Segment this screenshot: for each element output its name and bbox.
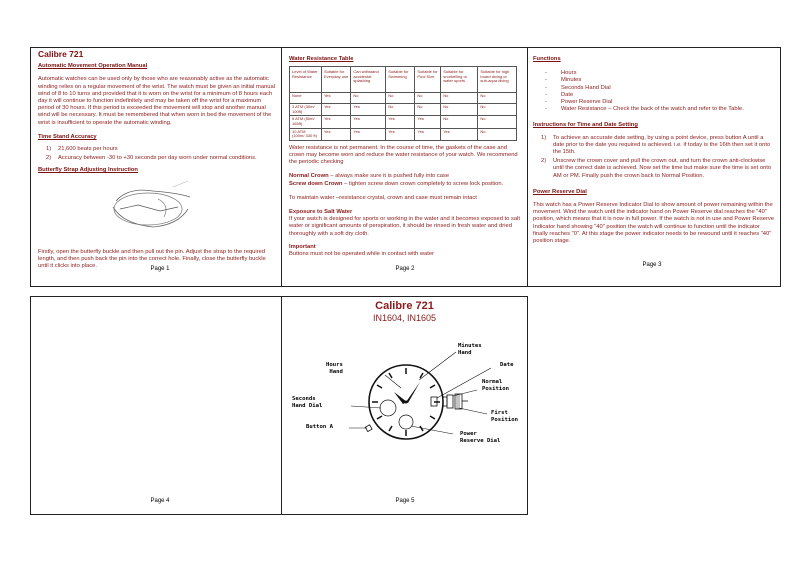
table-row: None Yes No No No No No: [290, 93, 517, 104]
list-item: - Seconds Hand Dial: [533, 85, 775, 92]
button-a-label: Button A: [306, 424, 333, 430]
page-1-number: Page 1: [150, 266, 170, 272]
minutes-hand-label: Minutes Hand: [458, 343, 482, 356]
table-row: 10 ATM (100m/ 330 ft) Yes Yes Yes Yes Yes No: [290, 128, 517, 140]
list-item: 2) Unscrew the crown cover and pull the crown out, and turn the crown anti-clockwise until the correct date is achieved. Now set the time but make sure the time is set onto AM or PM. Finally push the crown back to Normal Position.: [541, 158, 772, 179]
list-item: - Hours: [533, 70, 775, 77]
salt-section: Exposure to Salt Water If your watch is designed for sports or working in the water and it becomes exposed to salt water or significant amounts of perspiration, it should be rinsed in fresh water and dried thoroughly with a soft dry cloth.: [289, 208, 521, 237]
page-2: [289, 56, 521, 258]
first-position-label: First Position: [491, 410, 518, 423]
power-text: This watch has a Power Reserve Indicator Dial to show amount of power remaining within the movement. Wind the watch until the indicator hand on Power Reserve dial reaches the "40" position, which means that it is now in full power. If the watch is not in use and Power Reserve Indicator hand showing "40" position the watch will continue to function until the indicator finally reaches "0". At this stage the power indicator needs to be rewound until it reaches "40" position stage.: [533, 202, 775, 245]
accuracy-item: 1) 21,600 beats per hours: [46, 146, 118, 153]
manual-text: Automatic watches can be used only by those who are reasonably active as the automatic winding relies on a regular movement of the wrist. The watch must be given an initial manual wind of 8 to 10 turns and provided that it is worn on the wrist for a minimum of 8 hours each day it will continue to function indefinitely and may be taken off the wrist for a maximum period of 30 hours. If this period is exceeded the movement will stop and another manual wind will be necessary. It must be remembered that when worn in bed the movement of the wrist is insufficient to operate the automatic winding.: [38, 76, 276, 126]
list-item: - Water Resistance – Check the back of the watch and refer to the Table.: [533, 106, 775, 113]
water-resistance-table: Level of Water Resistance Suitable for Everyday use Can withstand accidental splashing Suitable for Swimming Suitable for Pool Size Suitable for snorkelling or water sports Suitable for high board diving or sub-aqua diving None Yes No No No No No 3 ATM (30m/ 100ft) Yes Yes No No No No 5 ATM (50m/ 165ft) Yes Yes Yes Yes No No 10 ATM (100m/ 330 ft) Yes Yes Yes Yes Yes No: [289, 66, 517, 141]
page-4-number: Page 4: [150, 498, 170, 504]
seconds-dial-label: Seconds Hand Dial: [292, 396, 323, 409]
instructions-list: [533, 135, 775, 180]
table-row: 5 ATM (50m/ 165ft) Yes Yes Yes Yes No No: [290, 116, 517, 128]
hours-hand-label: Hours Hand: [326, 362, 343, 375]
page-3-number: Page 3: [642, 262, 662, 268]
list-item: - Date: [533, 92, 775, 99]
page-3: [533, 56, 775, 245]
instructions-heading: Instructions for Time and Date Setting: [533, 122, 638, 129]
water-para-1: Water resistance is not permanent. In the course of time, the gaskets of the case and crown may become worn and reduce the water resistance of your watch. We recommend the periodic checking: [289, 144, 518, 166]
strap-text: Firstly, open the butterfly buckle and then pull out the pin. Adjust the strap to the required length, and then push back the pin into the correct hole. Finally, close the butterfly buckle until it clicks into place.: [38, 248, 266, 270]
accuracy-heading: Time Stand Accuracy: [38, 133, 97, 140]
diagram-models: IN1604, IN1605: [372, 313, 437, 323]
list-item: - Power Reserve Dial: [533, 99, 775, 106]
water-table-heading: Water Resistance Table: [289, 56, 354, 62]
table-row: 3 ATM (30m/ 100ft) Yes Yes No No No No: [290, 104, 517, 116]
functions-list: [533, 70, 775, 113]
accuracy-list: [38, 146, 276, 162]
strap-heading: Butterfly Strap Adjusting Instruction: [38, 167, 138, 174]
page-2-number: Page 2: [395, 266, 415, 272]
page-1: [38, 51, 276, 270]
normal-position-label: Normal Position: [482, 379, 509, 392]
manual-heading: Automatic Movement Operation Manual: [38, 63, 148, 70]
crown-info: Normal Crown – always make sure it is pushed fully into case Screw down Crown – tighten screw down crown completely to screw lock position.: [289, 173, 504, 187]
functions-heading: Functions: [533, 56, 561, 62]
power-heading: Power Reserve Dial: [533, 188, 587, 195]
list-item: - Minutes: [533, 77, 775, 84]
top-divider-1: [281, 47, 282, 287]
important-section: Important Buttons must not be operated while in contact with water: [289, 243, 435, 257]
water-para-2: To maintain water –resistance crystal, crown and case must remain intact: [289, 194, 477, 201]
page-5-number: Page 5: [395, 498, 415, 504]
page-1-title: Calibre 721: [38, 49, 84, 59]
list-item: 1) To achieve an accurate date setting, by using a point device, press button A until a date prior to the date you required is achieved. i.e. if today is the 16th then set it onto the 15th.: [541, 134, 771, 156]
date-label: Date: [500, 362, 514, 368]
accuracy-item: 2) Accuracy between -30 to +30 seconds per day worn under normal conditions.: [46, 155, 257, 162]
power-reserve-label: Power Reserve Dial: [460, 431, 501, 444]
top-divider-2: [527, 47, 528, 287]
butterfly-buckle-illustration: [98, 179, 198, 239]
diagram-title: Calibre 721: [375, 300, 434, 312]
